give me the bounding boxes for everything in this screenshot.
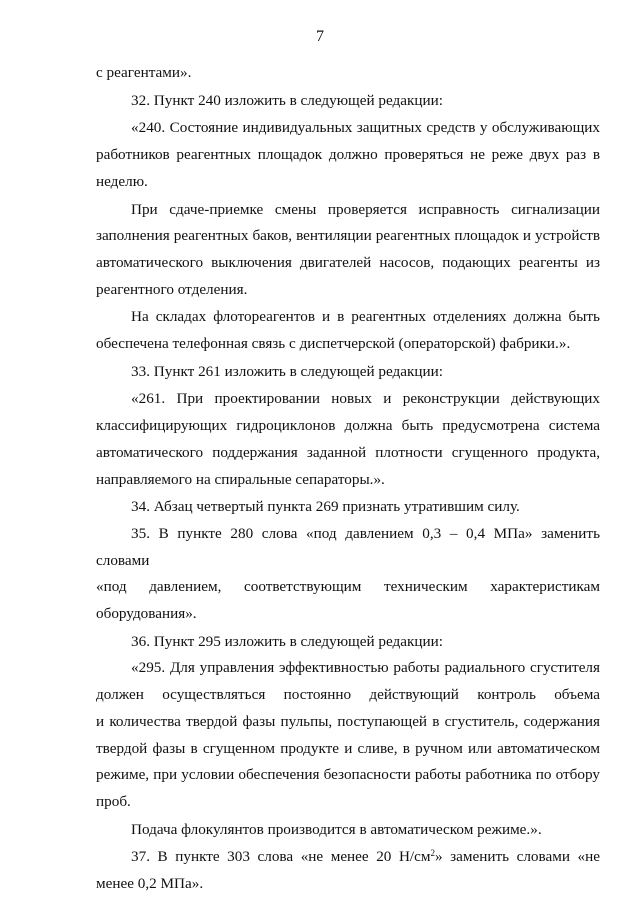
amendment-item-37-text-end: » заменить словами «не менее 0,2 МПа». [96, 848, 600, 893]
amendment-item-32: 32. Пункт 240 изложить в следующей редакции: [131, 91, 444, 109]
clause-295-flocculants: Подача флокулянтов производится в автоматическом режиме.». [131, 820, 542, 838]
document-body [96, 60, 600, 898]
quoted-clause-240: «240. Состояние индивидуальных защитных средств у обслуживающих работников реагентных площадок должно проверяться не реже двух раз в неделю. [96, 119, 600, 190]
amendment-item-35-line-3: оборудования». [96, 605, 197, 623]
amendment-item-34: 34. Абзац четвертый пункта 269 признать утратившим силу. [131, 498, 520, 516]
amendment-item-36: 36. Пункт 295 изложить в следующей редакции: [131, 632, 444, 650]
quoted-clause-295 [96, 655, 600, 815]
amendment-item-37 [96, 844, 600, 897]
amendment-item-35-line-2: «под давлением, соответствующим техническим характеристикам [96, 578, 600, 596]
paragraph-continuation: с реагентами». [96, 64, 192, 81]
amendment-item-37-text-start: 37. В пункте 303 слова «не менее 20 Н/см [131, 848, 431, 866]
quoted-clause-295-line-2: должен осуществляться постоянно действующий контроль объема [96, 686, 600, 704]
superscript-square: 2 [430, 848, 435, 859]
quoted-clause-295-rest: и количества твердой фазы пульпы, поступающей в сгуститель, содержания твердой фазы в сгущенном продукте и сливе, в ручном или автоматическом режиме, при условии обеспечения безопасности работы работника по отбору проб. [96, 712, 600, 810]
amendment-item-35-line-1: 35. В пункте 280 слова «под давлением 0,3 – 0,4 МПа» заменить словами [96, 524, 600, 569]
page-number: 7 [316, 28, 324, 45]
clause-240-shift-check: При сдаче-приемке смены проверяется исправность сигнализации заполнения реагентных баков, вентиляции реагентных площадок и устройств автоматического выключения двигателей насосов, подающих реагенты из реагентного отделения. [96, 200, 600, 298]
quoted-clause-295-line-1: «295. Для управления эффективностью работы радиального сгустителя [131, 659, 600, 677]
amendment-item-33: 33. Пункт 261 изложить в следующей редакции: [131, 362, 444, 380]
quoted-clause-261: «261. При проектировании новых и реконструкции действующих классифицирующих гидроциклонов должна быть предусмотрена система автоматического поддержания заданной плотности сгущенного продукта, направляемого на спиральные сепараторы.». [96, 390, 600, 488]
clause-240-telephone: На складах флотореагентов и в реагентных отделениях должна быть обеспечена телефонная связь с диспетчерской (операторской) фабрики.». [96, 308, 600, 353]
amendment-item-35 [96, 521, 600, 628]
